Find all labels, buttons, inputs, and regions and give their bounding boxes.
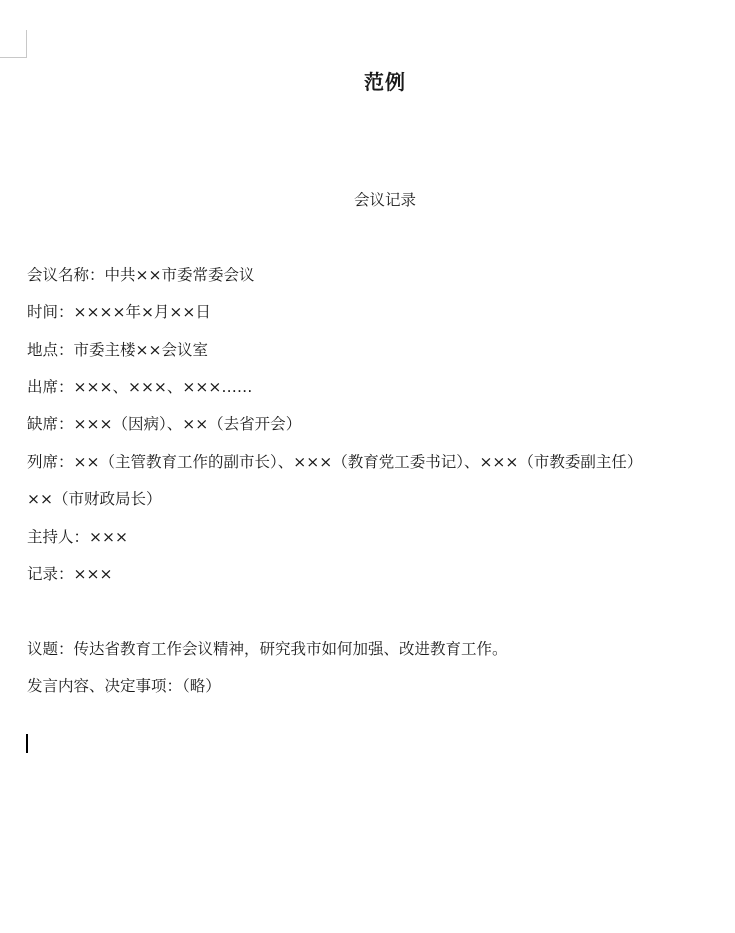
document-title: 范例 — [364, 70, 406, 94]
document-subtitle: 会议记录 — [353, 191, 416, 209]
meeting-time-line: 时间：××××年×月××日 — [27, 303, 211, 321]
host-line: 主持人：××× — [27, 528, 128, 546]
absentees-line: 缺席：×××（因病）、××（去省开会） — [27, 415, 302, 433]
attendees-line: 出席：×××、×××、×××…… — [27, 378, 253, 396]
agenda-line: 议题：传达省教育工作会议精神，研究我市如何加强、改进教育工作。 — [27, 640, 508, 658]
content-decisions-line: 发言内容、决定事项：（略） — [27, 677, 221, 695]
meeting-name-line: 会议名称：中共××市委常委会议 — [27, 266, 255, 284]
recorder-line: 记录：××× — [27, 565, 113, 583]
observers-line: 列席：××（主管教育工作的副市长）、×××（教育党工委书记）、×××（市教委副主任） — [27, 453, 643, 471]
page-margin-corner-mark — [0, 30, 27, 58]
text-cursor[interactable] — [26, 734, 28, 753]
observers-continued-line: ××（市财政局长） — [27, 490, 162, 508]
meeting-location-line: 地点：市委主楼××会议室 — [27, 341, 208, 359]
